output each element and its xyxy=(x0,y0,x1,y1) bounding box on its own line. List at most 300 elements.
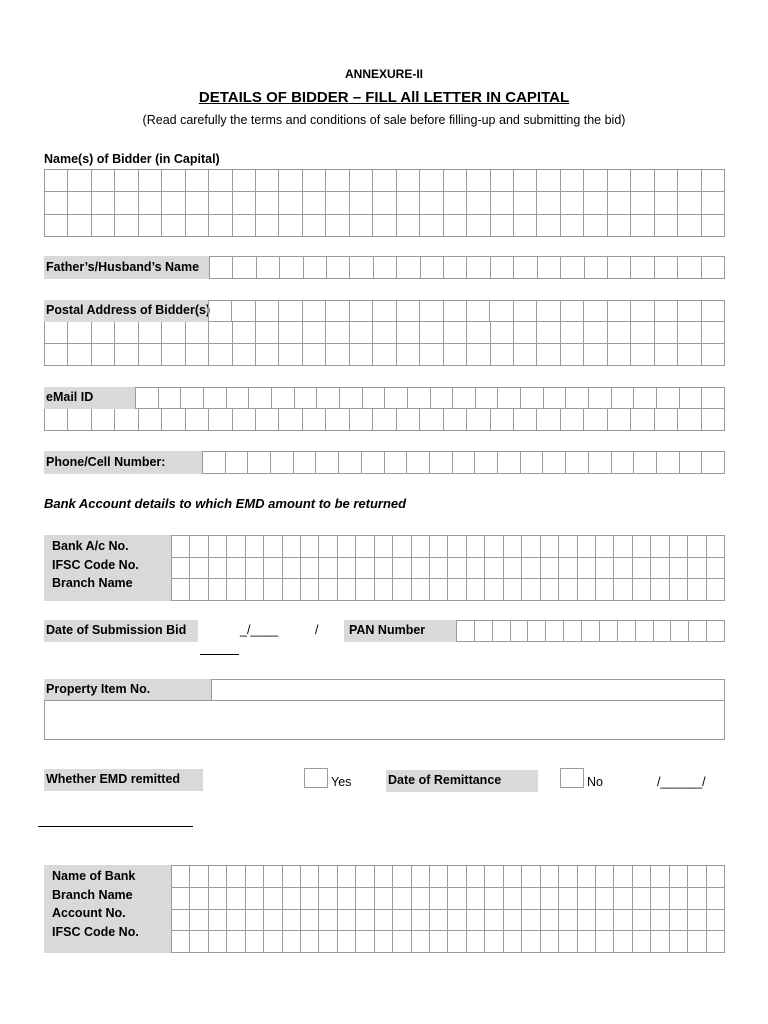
char-box[interactable] xyxy=(209,409,232,431)
char-box[interactable] xyxy=(559,536,577,558)
char-box[interactable] xyxy=(688,558,706,580)
char-box[interactable] xyxy=(584,215,607,237)
char-box[interactable] xyxy=(561,192,584,214)
char-box[interactable] xyxy=(476,388,499,409)
char-box[interactable] xyxy=(546,621,564,642)
char-box[interactable] xyxy=(162,409,185,431)
char-box[interactable] xyxy=(420,192,443,214)
father-name-grid[interactable] xyxy=(209,256,725,279)
char-box[interactable] xyxy=(375,558,393,580)
char-box[interactable] xyxy=(373,301,396,322)
char-box[interactable] xyxy=(280,257,303,279)
char-box[interactable] xyxy=(375,866,393,888)
char-box[interactable] xyxy=(631,192,654,214)
char-box[interactable] xyxy=(301,931,319,953)
char-box[interactable] xyxy=(45,170,68,192)
char-box[interactable] xyxy=(589,452,612,474)
char-box[interactable] xyxy=(190,931,208,953)
char-box[interactable] xyxy=(541,866,559,888)
char-box[interactable] xyxy=(657,388,680,409)
char-box[interactable] xyxy=(209,536,227,558)
char-box[interactable] xyxy=(514,344,537,366)
char-box[interactable] xyxy=(521,388,544,409)
char-box[interactable] xyxy=(612,388,635,409)
char-box[interactable] xyxy=(420,409,443,431)
char-box[interactable] xyxy=(319,866,337,888)
char-box[interactable] xyxy=(227,388,250,409)
char-box[interactable] xyxy=(561,322,584,344)
char-box[interactable] xyxy=(633,888,651,910)
char-box[interactable] xyxy=(373,344,396,366)
char-box[interactable] xyxy=(543,452,566,474)
char-box[interactable] xyxy=(303,344,326,366)
char-box[interactable] xyxy=(421,257,444,279)
char-box[interactable] xyxy=(209,215,232,237)
remittance-bank-grid[interactable] xyxy=(171,865,725,953)
char-box[interactable] xyxy=(485,910,503,932)
char-box[interactable] xyxy=(412,888,430,910)
property-item-input[interactable] xyxy=(211,679,725,701)
char-box[interactable] xyxy=(633,579,651,601)
char-box[interactable] xyxy=(522,558,540,580)
char-box[interactable] xyxy=(319,931,337,953)
char-box[interactable] xyxy=(393,910,411,932)
char-box[interactable] xyxy=(256,192,279,214)
char-box[interactable] xyxy=(578,888,596,910)
bank-details-grid[interactable] xyxy=(171,535,725,601)
char-box[interactable] xyxy=(317,388,340,409)
char-box[interactable] xyxy=(186,344,209,366)
char-box[interactable] xyxy=(283,558,301,580)
char-box[interactable] xyxy=(283,888,301,910)
char-box[interactable] xyxy=(485,931,503,953)
char-box[interactable] xyxy=(350,192,373,214)
char-box[interactable] xyxy=(702,322,725,344)
char-box[interactable] xyxy=(655,170,678,192)
char-box[interactable] xyxy=(172,579,190,601)
char-box[interactable] xyxy=(655,322,678,344)
char-box[interactable] xyxy=(702,344,725,366)
char-box[interactable] xyxy=(467,579,485,601)
char-box[interactable] xyxy=(541,931,559,953)
char-box[interactable] xyxy=(541,579,559,601)
char-box[interactable] xyxy=(522,931,540,953)
char-box[interactable] xyxy=(584,322,607,344)
char-box[interactable] xyxy=(303,192,326,214)
char-box[interactable] xyxy=(514,409,537,431)
char-box[interactable] xyxy=(279,301,302,322)
char-box[interactable] xyxy=(566,388,589,409)
char-box[interactable] xyxy=(139,170,162,192)
char-box[interactable] xyxy=(485,558,503,580)
char-box[interactable] xyxy=(412,866,430,888)
char-box[interactable] xyxy=(596,579,614,601)
char-box[interactable] xyxy=(702,409,725,431)
char-box[interactable] xyxy=(559,866,577,888)
char-box[interactable] xyxy=(670,579,688,601)
char-box[interactable] xyxy=(373,170,396,192)
char-box[interactable] xyxy=(326,192,349,214)
char-box[interactable] xyxy=(350,170,373,192)
char-box[interactable] xyxy=(68,344,91,366)
char-box[interactable] xyxy=(584,170,607,192)
char-box[interactable] xyxy=(678,344,701,366)
char-box[interactable] xyxy=(397,322,420,344)
char-box[interactable] xyxy=(326,170,349,192)
char-box[interactable] xyxy=(498,452,521,474)
char-box[interactable] xyxy=(256,215,279,237)
char-box[interactable] xyxy=(162,170,185,192)
char-box[interactable] xyxy=(431,388,454,409)
char-box[interactable] xyxy=(227,536,245,558)
char-box[interactable] xyxy=(491,409,514,431)
char-box[interactable] xyxy=(283,910,301,932)
char-box[interactable] xyxy=(430,536,448,558)
char-box[interactable] xyxy=(264,558,282,580)
char-box[interactable] xyxy=(651,931,669,953)
char-box[interactable] xyxy=(303,301,326,322)
char-box[interactable] xyxy=(612,452,635,474)
char-box[interactable] xyxy=(304,257,327,279)
char-box[interactable] xyxy=(578,536,596,558)
char-box[interactable] xyxy=(707,866,725,888)
char-box[interactable] xyxy=(600,621,618,642)
char-box[interactable] xyxy=(233,170,256,192)
char-box[interactable] xyxy=(670,536,688,558)
char-box[interactable] xyxy=(430,452,453,474)
char-box[interactable] xyxy=(528,621,546,642)
char-box[interactable] xyxy=(338,579,356,601)
char-box[interactable] xyxy=(585,257,608,279)
char-box[interactable] xyxy=(475,452,498,474)
char-box[interactable] xyxy=(491,344,514,366)
char-box[interactable] xyxy=(326,322,349,344)
phone-grid[interactable] xyxy=(202,451,725,474)
char-box[interactable] xyxy=(614,579,632,601)
char-box[interactable] xyxy=(68,170,91,192)
char-box[interactable] xyxy=(680,388,703,409)
char-box[interactable] xyxy=(301,558,319,580)
char-box[interactable] xyxy=(504,866,522,888)
char-box[interactable] xyxy=(448,579,466,601)
char-box[interactable] xyxy=(467,558,485,580)
char-box[interactable] xyxy=(420,301,443,322)
date-remittance-blank[interactable]: /______/ xyxy=(657,775,706,789)
char-box[interactable] xyxy=(504,931,522,953)
char-box[interactable] xyxy=(186,322,209,344)
char-box[interactable] xyxy=(702,215,725,237)
char-box[interactable] xyxy=(631,409,654,431)
char-box[interactable] xyxy=(453,388,476,409)
char-box[interactable] xyxy=(316,452,339,474)
char-box[interactable] xyxy=(162,344,185,366)
char-box[interactable] xyxy=(209,558,227,580)
char-box[interactable] xyxy=(596,536,614,558)
char-box[interactable] xyxy=(115,409,138,431)
char-box[interactable] xyxy=(537,170,560,192)
char-box[interactable] xyxy=(340,388,363,409)
char-box[interactable] xyxy=(430,579,448,601)
char-box[interactable] xyxy=(412,558,430,580)
char-box[interactable] xyxy=(303,170,326,192)
char-box[interactable] xyxy=(631,344,654,366)
char-box[interactable] xyxy=(186,192,209,214)
char-box[interactable] xyxy=(397,170,420,192)
char-box[interactable] xyxy=(559,558,577,580)
char-box[interactable] xyxy=(651,888,669,910)
char-box[interactable] xyxy=(444,257,467,279)
char-box[interactable] xyxy=(514,301,537,322)
char-box[interactable] xyxy=(326,344,349,366)
char-box[interactable] xyxy=(283,536,301,558)
char-box[interactable] xyxy=(702,192,725,214)
char-box[interactable] xyxy=(264,579,282,601)
char-box[interactable] xyxy=(636,621,654,642)
char-box[interactable] xyxy=(172,931,190,953)
char-box[interactable] xyxy=(373,192,396,214)
char-box[interactable] xyxy=(702,257,725,279)
char-box[interactable] xyxy=(614,910,632,932)
char-box[interactable] xyxy=(491,322,514,344)
char-box[interactable] xyxy=(467,409,490,431)
char-box[interactable] xyxy=(233,344,256,366)
char-box[interactable] xyxy=(448,931,466,953)
email-grid[interactable] xyxy=(44,409,725,431)
no-checkbox[interactable] xyxy=(560,768,584,788)
char-box[interactable] xyxy=(678,409,701,431)
char-box[interactable] xyxy=(272,388,295,409)
char-box[interactable] xyxy=(514,257,537,279)
char-box[interactable] xyxy=(608,170,631,192)
char-box[interactable] xyxy=(256,344,279,366)
char-box[interactable] xyxy=(596,866,614,888)
char-box[interactable] xyxy=(702,170,725,192)
char-box[interactable] xyxy=(670,558,688,580)
char-box[interactable] xyxy=(448,888,466,910)
char-box[interactable] xyxy=(92,215,115,237)
char-box[interactable] xyxy=(689,621,707,642)
char-box[interactable] xyxy=(707,536,725,558)
char-box[interactable] xyxy=(92,170,115,192)
char-box[interactable] xyxy=(467,170,490,192)
char-box[interactable] xyxy=(688,888,706,910)
char-box[interactable] xyxy=(485,579,503,601)
char-box[interactable] xyxy=(541,888,559,910)
char-box[interactable] xyxy=(209,322,232,344)
char-box[interactable] xyxy=(115,170,138,192)
char-box[interactable] xyxy=(561,170,584,192)
char-box[interactable] xyxy=(537,301,560,322)
char-box[interactable] xyxy=(209,170,232,192)
char-box[interactable] xyxy=(136,388,159,409)
char-box[interactable] xyxy=(491,257,514,279)
char-box[interactable] xyxy=(444,170,467,192)
char-box[interactable] xyxy=(420,322,443,344)
char-box[interactable] xyxy=(589,388,612,409)
char-box[interactable] xyxy=(246,558,264,580)
char-box[interactable] xyxy=(608,257,631,279)
char-box[interactable] xyxy=(139,409,162,431)
char-box[interactable] xyxy=(356,558,374,580)
char-box[interactable] xyxy=(393,579,411,601)
char-box[interactable] xyxy=(671,621,689,642)
char-box[interactable] xyxy=(511,621,529,642)
char-box[interactable] xyxy=(655,257,678,279)
char-box[interactable] xyxy=(162,192,185,214)
char-box[interactable] xyxy=(246,536,264,558)
char-box[interactable] xyxy=(596,558,614,580)
char-box[interactable] xyxy=(707,910,725,932)
char-box[interactable] xyxy=(209,301,232,322)
char-box[interactable] xyxy=(485,888,503,910)
char-box[interactable] xyxy=(68,215,91,237)
char-box[interactable] xyxy=(707,931,725,953)
char-box[interactable] xyxy=(541,558,559,580)
char-box[interactable] xyxy=(375,579,393,601)
char-box[interactable] xyxy=(559,910,577,932)
char-box[interactable] xyxy=(491,192,514,214)
char-box[interactable] xyxy=(538,257,561,279)
char-box[interactable] xyxy=(385,388,408,409)
char-box[interactable] xyxy=(373,215,396,237)
char-box[interactable] xyxy=(209,910,227,932)
char-box[interactable] xyxy=(493,621,511,642)
char-box[interactable] xyxy=(467,192,490,214)
char-box[interactable] xyxy=(457,621,475,642)
char-box[interactable] xyxy=(578,910,596,932)
char-box[interactable] xyxy=(614,558,632,580)
char-box[interactable] xyxy=(608,192,631,214)
char-box[interactable] xyxy=(522,888,540,910)
char-box[interactable] xyxy=(412,910,430,932)
char-box[interactable] xyxy=(467,931,485,953)
char-box[interactable] xyxy=(326,215,349,237)
char-box[interactable] xyxy=(279,409,302,431)
char-box[interactable] xyxy=(444,192,467,214)
char-box[interactable] xyxy=(631,322,654,344)
char-box[interactable] xyxy=(655,215,678,237)
char-box[interactable] xyxy=(393,888,411,910)
char-box[interactable] xyxy=(614,866,632,888)
char-box[interactable] xyxy=(172,910,190,932)
char-box[interactable] xyxy=(651,910,669,932)
char-box[interactable] xyxy=(608,301,631,322)
char-box[interactable] xyxy=(45,192,68,214)
char-box[interactable] xyxy=(467,866,485,888)
char-box[interactable] xyxy=(561,409,584,431)
char-box[interactable] xyxy=(209,931,227,953)
char-box[interactable] xyxy=(657,452,680,474)
char-box[interactable] xyxy=(92,192,115,214)
char-box[interactable] xyxy=(227,866,245,888)
char-box[interactable] xyxy=(338,910,356,932)
char-box[interactable] xyxy=(397,192,420,214)
char-box[interactable] xyxy=(350,215,373,237)
char-box[interactable] xyxy=(537,192,560,214)
char-box[interactable] xyxy=(514,322,537,344)
char-box[interactable] xyxy=(172,536,190,558)
char-box[interactable] xyxy=(375,910,393,932)
char-box[interactable] xyxy=(578,866,596,888)
char-box[interactable] xyxy=(256,170,279,192)
char-box[interactable] xyxy=(256,409,279,431)
char-box[interactable] xyxy=(467,344,490,366)
char-box[interactable] xyxy=(584,409,607,431)
char-box[interactable] xyxy=(608,344,631,366)
char-box[interactable] xyxy=(350,344,373,366)
char-box[interactable] xyxy=(172,558,190,580)
char-box[interactable] xyxy=(537,322,560,344)
char-box[interactable] xyxy=(271,452,294,474)
char-box[interactable] xyxy=(408,388,431,409)
char-box[interactable] xyxy=(172,866,190,888)
char-box[interactable] xyxy=(350,257,373,279)
char-box[interactable] xyxy=(467,301,490,322)
char-box[interactable] xyxy=(655,192,678,214)
char-box[interactable] xyxy=(393,866,411,888)
char-box[interactable] xyxy=(115,192,138,214)
char-box[interactable] xyxy=(608,322,631,344)
char-box[interactable] xyxy=(45,322,68,344)
char-box[interactable] xyxy=(504,888,522,910)
char-box[interactable] xyxy=(319,888,337,910)
char-box[interactable] xyxy=(339,452,362,474)
char-box[interactable] xyxy=(203,452,226,474)
char-box[interactable] xyxy=(204,388,227,409)
char-box[interactable] xyxy=(301,866,319,888)
bidder-name-grid[interactable] xyxy=(44,169,725,237)
char-box[interactable] xyxy=(491,170,514,192)
char-box[interactable] xyxy=(702,388,725,409)
char-box[interactable] xyxy=(209,192,232,214)
char-box[interactable] xyxy=(491,215,514,237)
char-box[interactable] xyxy=(678,192,701,214)
char-box[interactable] xyxy=(521,452,544,474)
char-box[interactable] xyxy=(393,931,411,953)
char-box[interactable] xyxy=(162,322,185,344)
char-box[interactable] xyxy=(248,452,271,474)
char-box[interactable] xyxy=(448,910,466,932)
char-box[interactable] xyxy=(257,257,280,279)
char-box[interactable] xyxy=(326,409,349,431)
char-box[interactable] xyxy=(295,388,318,409)
char-box[interactable] xyxy=(246,888,264,910)
char-box[interactable] xyxy=(393,558,411,580)
char-box[interactable] xyxy=(541,910,559,932)
char-box[interactable] xyxy=(412,536,430,558)
char-box[interactable] xyxy=(319,579,337,601)
char-box[interactable] xyxy=(115,215,138,237)
char-box[interactable] xyxy=(564,621,582,642)
char-box[interactable] xyxy=(209,866,227,888)
char-box[interactable] xyxy=(678,215,701,237)
char-box[interactable] xyxy=(467,910,485,932)
char-box[interactable] xyxy=(279,192,302,214)
char-box[interactable] xyxy=(584,344,607,366)
email-grid-row1[interactable] xyxy=(135,387,725,409)
char-box[interactable] xyxy=(374,257,397,279)
char-box[interactable] xyxy=(68,409,91,431)
char-box[interactable] xyxy=(233,322,256,344)
char-box[interactable] xyxy=(264,536,282,558)
char-box[interactable] xyxy=(232,301,255,322)
char-box[interactable] xyxy=(631,215,654,237)
char-box[interactable] xyxy=(264,866,282,888)
char-box[interactable] xyxy=(707,888,725,910)
char-box[interactable] xyxy=(327,257,350,279)
char-box[interactable] xyxy=(420,215,443,237)
char-box[interactable] xyxy=(584,192,607,214)
